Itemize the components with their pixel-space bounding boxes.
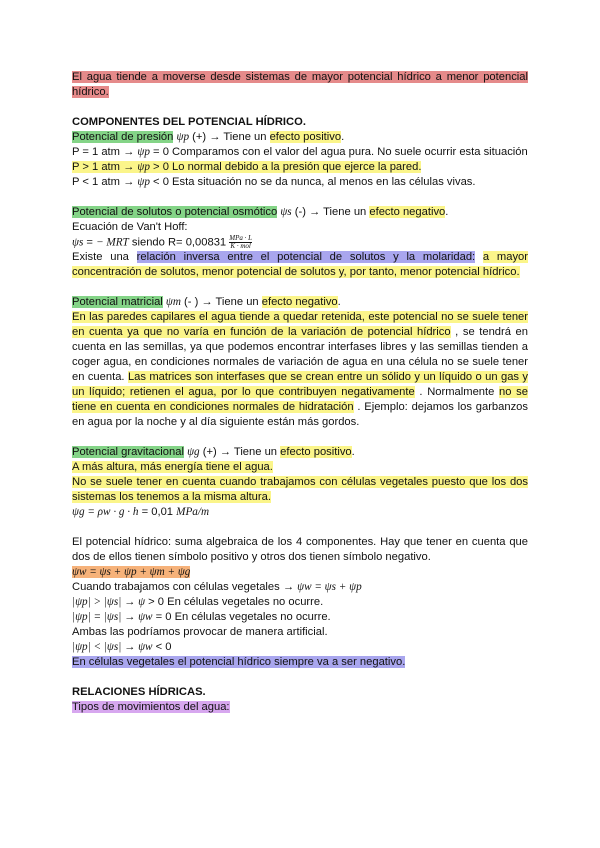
matricial-title-line [72, 295, 528, 310]
matricial-line-8: en agua por la noche y al día siguiente están más gordos. [72, 416, 360, 428]
case-2-rest: = 0 En células vegetales no ocurre. [152, 611, 331, 623]
matricial-line-6 [72, 385, 528, 400]
presion-l3-highlight [72, 161, 421, 173]
matricial-line-4: coger agua, en condiciones normales de variación de agua en una célula no se suele tener [72, 356, 528, 368]
presion-line-3 [72, 160, 528, 175]
vegetal-equation: ψw = ψs + ψp [297, 581, 362, 593]
presion-symbol: ψp [176, 131, 190, 143]
vanthoff-formula: − MRT [96, 236, 129, 249]
vanthoff-rest: siendo R= 0,00831 [128, 236, 230, 249]
matricial-l6-mid: . Normalmente [419, 386, 500, 398]
presion-l3-rest: > 0 Lo normal debido a la presión que ejerce la pared. [149, 161, 422, 173]
matricial-l6-highlight-2: no se [499, 386, 529, 398]
relations-types-line [72, 700, 528, 715]
case-1-rest: > 0 En células vegetales no ocurre. [145, 596, 324, 608]
gravitacional-label: Potencial gravitacional [72, 446, 184, 458]
case-1-equation: |ψp| > |ψs| → ψ [72, 596, 146, 608]
presion-sign: (+) → Tiene un [189, 131, 270, 143]
case-2-equation: |ψp| = |ψs| → ψw [72, 611, 153, 623]
presion-l2-symbol: ψp [137, 146, 150, 158]
components-heading: COMPONENTES DEL POTENCIAL HÍDRICO. [72, 116, 306, 128]
presion-l2-left: P = 1 atm → [72, 146, 138, 158]
gravitacional-sign: (+) → Tiene un [199, 446, 281, 458]
document-page [72, 70, 528, 715]
summary-both-line: Ambas las podríamos provocar de manera artificial. [72, 626, 328, 638]
intro-line-1 [72, 70, 528, 85]
presion-line-2 [72, 145, 528, 160]
vanthoff-units-fraction [229, 235, 252, 250]
matricial-l2-rest: , se tendrá en [455, 326, 528, 338]
matricial-line-5 [72, 370, 528, 385]
gravitacional-dot: . [351, 446, 355, 458]
relations-types-highlight: Tipos de movimientos del agua: [72, 701, 230, 713]
summary-line-2: dos de ellos tienen símbolo positivo y otros dos tienen símbolo negativo. [72, 551, 431, 563]
summary-final-line [72, 655, 528, 670]
matricial-effect: efecto negativo [261, 296, 338, 308]
presion-l3-symbol: ψp [137, 161, 150, 173]
summary-vegetal-line [72, 580, 528, 595]
relation-line-2-highlight: concentración de solutos, menor potencial de solutos y, por tanto, menor potencial hídrico. [72, 266, 520, 278]
sum-equation-highlight: ψw = ψs + ψp + ψm + ψg [72, 566, 191, 578]
matricial-label: Potencial matricial [72, 296, 163, 308]
summary-case-3 [72, 640, 528, 655]
relation-highlight: relación inversa entre el potencial de solutos y la molaridad: [136, 251, 476, 263]
matricial-line-2 [72, 325, 528, 340]
matricial-l1-highlight: En las paredes capilares el agua tiende a quedar retenida, este potencial no se suele tener [72, 311, 528, 323]
relation-pre: Existe una [72, 251, 137, 263]
vanthoff-equals: = [83, 236, 97, 249]
gravitacional-eq: ψg = ρw · g · h [72, 506, 139, 518]
final-highlight: En células vegetales el potencial hídrico siempre va a ser negativo. [72, 656, 406, 668]
presion-title-line [72, 130, 528, 145]
fraction-numerator: MPa · L [229, 234, 252, 242]
gravitacional-title-line [72, 445, 528, 460]
relation-post: a mayor [482, 251, 528, 263]
matricial-dot: . [337, 296, 341, 308]
presion-label: Potencial de presión [72, 131, 174, 143]
vanthoff-symbol: ψs [72, 236, 84, 249]
summary-case-1 [72, 595, 528, 610]
matricial-sign: (- ) → Tiene un [180, 296, 262, 308]
relations-heading: RELACIONES HÍDRICAS. [72, 686, 206, 698]
presion-dot: . [341, 131, 345, 143]
gravitacional-line-1 [72, 460, 528, 475]
presion-l4-symbol: ψp [137, 176, 150, 188]
presion-l4-left: P < 1 atm → [72, 176, 138, 188]
gravitacional-eq-value: = 0,01 [138, 506, 177, 518]
matricial-line-1 [72, 310, 528, 325]
vanthoff-label: Ecuación de Van't Hoff: [72, 221, 188, 233]
vanthoff-equation [72, 235, 528, 250]
intro-line-2 [72, 85, 528, 100]
case-3-equation: |ψp| < |ψs| → ψw [72, 641, 153, 653]
matricial-l5-pre: en cuenta. [72, 371, 128, 383]
intro-highlight-2: hídrico. [72, 86, 109, 98]
matricial-line-7 [72, 400, 528, 415]
solutos-title-line [72, 205, 528, 220]
gravitacional-effect: efecto positivo [280, 446, 352, 458]
intro-highlight-1: El agua tiende a moverse desde sistemas de mayor potencial hídrico a menor potencial [72, 71, 528, 83]
matricial-line-3: cuenta en las semillas, ya que podemos encontrar interfases libres y las semillas tienden a [72, 341, 528, 353]
gravitacional-eq-unit: MPa/m [176, 506, 210, 518]
gravitacional-l2-highlight: No se suele tener en cuenta cuando trabajamos con células vegetales puesto que los dos [72, 476, 528, 488]
gravitacional-symbol: ψg [187, 446, 200, 458]
case-3-rest: < 0 [152, 641, 172, 653]
presion-l4-rest: < 0 Esta situación no se da nunca, al menos en las células vivas. [149, 176, 476, 188]
matricial-l7-rest: . Ejemplo: dejamos los garbanzos [357, 401, 528, 413]
gravitacional-line-3 [72, 490, 528, 505]
summary-case-2 [72, 610, 528, 625]
presion-l3-left: P > 1 atm → [72, 161, 138, 173]
solutos-relation-line-1 [72, 250, 528, 265]
solutos-effect: efecto negativo [369, 206, 446, 218]
solutos-relation-line-2 [72, 265, 528, 280]
matricial-l2-highlight: en cuenta ya que no varía en función de la variación de potencial hídrico [72, 326, 451, 338]
presion-effect: efecto positivo [269, 131, 342, 143]
vegetal-text: Cuando trabajamos con células vegetales → [72, 581, 298, 593]
matricial-l5-highlight: Las matrices son interfases que se crean entre un sólido y un líquido o un gas y [127, 371, 529, 383]
solutos-dot: . [445, 206, 449, 218]
matricial-symbol: ψm [165, 296, 181, 308]
matricial-l7-highlight: tiene en cuenta en condiciones normales de hidratación [72, 401, 354, 413]
solutos-label: Potencial de solutos o potencial osmótico [72, 206, 278, 218]
gravitacional-line-2 [72, 475, 528, 490]
solutos-symbol: ψs [280, 206, 292, 218]
solutos-sign: (-) → Tiene un [291, 206, 370, 218]
gravitacional-l3-highlight: sistemas los tenemos a la misma altura. [72, 491, 271, 503]
presion-l2-rest: = 0 Comparamos con el valor del agua pura. No suele ocurrir esta situación [149, 146, 528, 158]
summary-sum-equation [72, 565, 528, 580]
presion-line-4 [72, 175, 528, 190]
matricial-l6-highlight: un líquido; retienen el agua, por lo que contribuyen negativamente [72, 386, 415, 398]
fraction-denominator: K · mol [230, 242, 251, 250]
gravitacional-equation [72, 505, 528, 520]
gravitacional-l1-highlight: A más altura, más energía tiene el agua. [72, 461, 273, 473]
summary-line-1: El potencial hídrico: suma algebraica de los 4 componentes. Hay que tener en cuenta que [72, 536, 528, 548]
